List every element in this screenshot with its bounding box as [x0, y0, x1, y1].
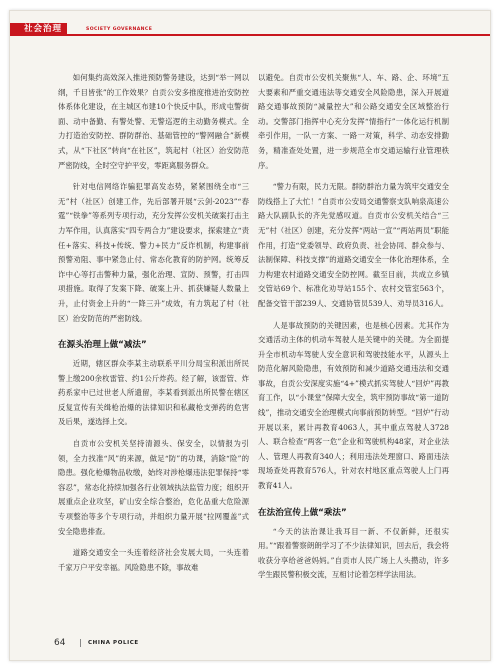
- page-number: 64: [54, 638, 66, 648]
- magazine-page: [9, 10, 491, 661]
- paragraph: 人是事故预防的关键因素，也是核心因素。尤其作为交通活动主体的机动车驾驶人是关键中的关键。为全面提升全市机动车驾驶人安全意识和驾驶技能水平，从源头上防范化解风险隐患，有效预防和减少道路交通违法和交通事故，自贡公安深度实施“4+”模式抓实驾驶人“回炉”再教育工作，以“小课堂”保障大安全，筑牢预防事故“第一道防线”，推动交通安全治理模式向事前预防转型。“回炉”行动开展以来，累计再教育4063人，其中重点驾驶人3728人、联合检查“两客一危”企业和驾驶机构48家，对企业法人、管理人再教育340人；利用违法处理窗口、路面违法现场查处再教育576人，针对农村地区重点驾驶人上门再教育41人。: [258, 320, 449, 491]
- paragraph: 以避免。自贡市公安机关聚焦“人、车、路、企、环境”五大要素和严重交通违法等交通安全风险隐患，深入开展道路交通事故预防“减量控大”和公路交通安全区域整治行动。交警部门指挥中心充分发挥“情指行”一体化运行机制牵引作用，一队一方案、一路一对策，科学、动态安排勤务，精准查处处置，进一步规范全市交通运输行业管理秩序。: [258, 73, 449, 170]
- right-column: [258, 71, 449, 583]
- section-title: 社会治理: [10, 23, 67, 36]
- section-header: [10, 23, 491, 36]
- paragraph: 道路交通安全一头连着经济社会发展大局，一头连着千家万户平安幸福。风险隐患不除，事故难: [58, 548, 249, 572]
- paragraph: 近期，辖区群众李某主动联系平川分局宝积派出所民警上缴200余枚雷管、约1公斤炸药。经了解，该雷管、炸药系家中已过世老人所遗留，李某看到派出所民警在辖区反复宣传有关缉枪治爆的法律知识和私藏枪支弹药的危害及后果，遂选择上交。: [58, 359, 249, 427]
- section-subtitle: SOCIETY GOVERNANCE: [86, 27, 153, 32]
- paragraph: 自贡市公安机关坚持清源头、保安全，以情报为引领，全力找准“风”的来源，做足“防”的功课，消除“险”的隐患。强化枪爆物品收缴，始终对涉枪爆违法犯罪保持“零容忍”，常态化持续加强各行业领域执法监管力度；组织开展重点企业攻坚，矿山安全综合整治，危化品重大危险源专项整治等多个专项行动，并组织力量开展“拉网覆盖”式安全隐患排查。: [58, 439, 249, 536]
- paragraph: 针对电信网络诈骗犯罪高发态势，紧紧围绕全市“三无”村（社区）创建工作，先后部署开展“云剑-2023”“春霆”“铁拳”等系列专项行动，充分发挥公安机关破案打击主力军作用，认真落实“四专两合力”建设要求，探索建立“责任+落实、科技+传统、警力+民力”反诈机制，构建事前预警劝阻、事中紧急止付、常态化教育的防护网。统筹反诈中心等打击警种力量，强化治理、宣防、预警，打击四项措施。取得了发案下降、破案上升、抓获嫌疑人数量上升，止付资金上升的“一降三升”成效，有力筑起了村（社区）治安防范的严密防线。: [58, 182, 249, 323]
- subheading: 在法治宣传上做“乘法”: [258, 507, 347, 518]
- paragraph: “警力有限，民力无限。群防群治力量为筑牢交通安全防线搭上了大忙！”自贡市公安局交通警察支队响泉高速公路大队副队长的齐先觉感叹道。自贡市公安机关结合“三无”村（社区）创建，充分发挥“两站一宣”“两站两员”职能作用，打造“党委领导、政府负责、社会协同、群众参与、法制保障、科技支撑”的道路交通安全一体化治理体系，全力构建农村道路交通安全防控网。截至目前，共成立乡镇交管站69个、标准化劝导站155个、农村交管室563个，配备交管干部239人、交通协管员539人、劝导员316人。: [258, 182, 449, 308]
- subheading: 在源头治理上做“减法”: [58, 340, 147, 351]
- footer-divider: [80, 639, 81, 647]
- left-column: [58, 71, 249, 575]
- paragraph: 如何集约高效深入推进预防警务建设，达到“举一网以纲，千目皆张”的工作效果？自贡公安多推度推进治安防控体系体化建设，在主城区布建10个快反中队，形成屯警街面、动中备勤、有警处警、无警巡逻的主动勤务模式。全力打造治安防控、群防群治、基础管控的“警网融合”新模式，从“下社区”转向“在社区”，筑起村（社区）治安防范严密防线，全时空守护平安，零距离服务群众。: [58, 73, 249, 170]
- publication-name: CHINA POLICE: [88, 640, 139, 646]
- paragraph: “今天的法治课让我耳目一新、不仅新鲜，还很实用。”“跟着警察朗朗学习了不少法律知识，回去后，我会将收获分享给爸爸妈妈。”自贡市人民广场上人头攒动，许多学生跟民警积极交流，互相讨论着怎样学法用法。: [258, 526, 449, 580]
